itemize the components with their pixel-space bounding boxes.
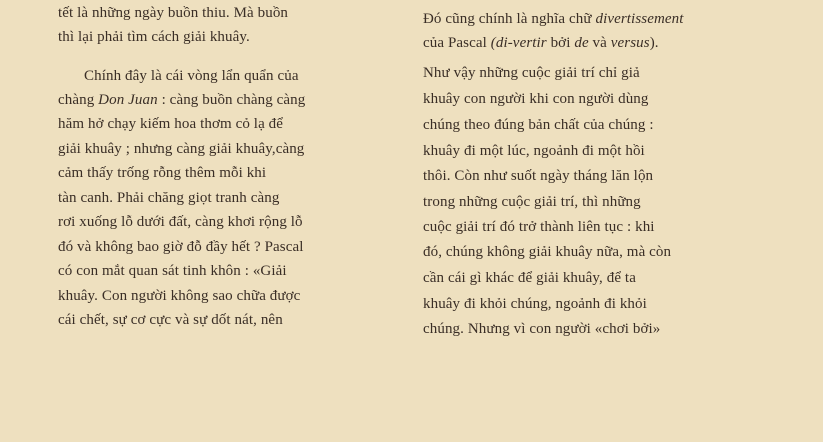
text-line: hăm hở chạy kiếm hoa thơm cỏ lạ để [58, 116, 284, 132]
italic-word: (di-vertir [490, 35, 547, 51]
italic-word: divertissement [595, 11, 684, 27]
text-line: có con mắt quan sát tinh khôn : «Giải [58, 263, 287, 279]
text-line: Như vậy những cuộc giải trí chỉ giả [423, 65, 640, 81]
text-line: tàn canh. Phải chăng giọt tranh càng [58, 190, 280, 206]
text-line: rơi xuống lỗ dưới đất, càng khơi rộng lỗ [58, 214, 303, 230]
text-line-pascal [423, 33, 659, 53]
italic-word: versus [610, 35, 650, 51]
text-line-don-juan [58, 90, 305, 110]
text-fragment: của Pascal [423, 35, 491, 51]
text-line: trong những cuộc giải trí, thì những [423, 194, 641, 210]
text-line: cần cái gì khác để giải khuây, để ta [423, 270, 636, 286]
text-line: thôi. Còn như suốt ngày tháng lăn lộn [423, 168, 654, 184]
text-line: cuộc giải trí đó trở thành liên tục : khi [423, 219, 655, 235]
text-fragment: Đó cũng chính là nghĩa chữ [423, 11, 596, 27]
text-line: khuây đi một lúc, ngoảnh đi một hồi [423, 143, 645, 159]
italic-name: Don Juan [98, 92, 158, 108]
text-fragment: bởi [546, 35, 575, 51]
text-line: Chính đây là cái vòng lẩn quẩn của [84, 68, 299, 84]
text-line: thì lại phải tìm cách giải khuây. [58, 29, 250, 45]
text-line: tết là những ngày buồn thiu. Mà buồn [58, 5, 289, 21]
text-fragment: ). [649, 35, 659, 51]
text-fragment: và [588, 35, 611, 51]
text-line: giải khuây ; nhưng càng giải khuây,càng [58, 141, 305, 157]
text-line: cảm thấy trống rỗng thêm mỗi khi [58, 165, 267, 181]
text-line-divertissement [423, 9, 684, 29]
text-line: đó và không bao giờ đỗ đầy hết ? Pascal [58, 239, 304, 255]
text-line: khuây con người khi con người dùng [423, 91, 649, 107]
text-line: khuây đi khỏi chúng, ngoảnh đi khỏi [423, 296, 647, 312]
text-line: khuây. Con người không sao chữa được [58, 288, 301, 304]
text-line: đó, chúng không giải khuây nữa, mà còn [423, 244, 672, 260]
text-line: chúng theo đúng bản chất của chúng : [423, 117, 654, 133]
text-fragment: chàng [58, 92, 99, 108]
text-line: chúng. Nhưng vì con người «chơi bởi» [423, 321, 661, 337]
text-fragment: : càng buồn chàng càng [157, 92, 306, 108]
italic-word: de [574, 35, 589, 51]
text-line: cái chết, sự cơ cực và sự dốt nát, nên [58, 312, 283, 328]
